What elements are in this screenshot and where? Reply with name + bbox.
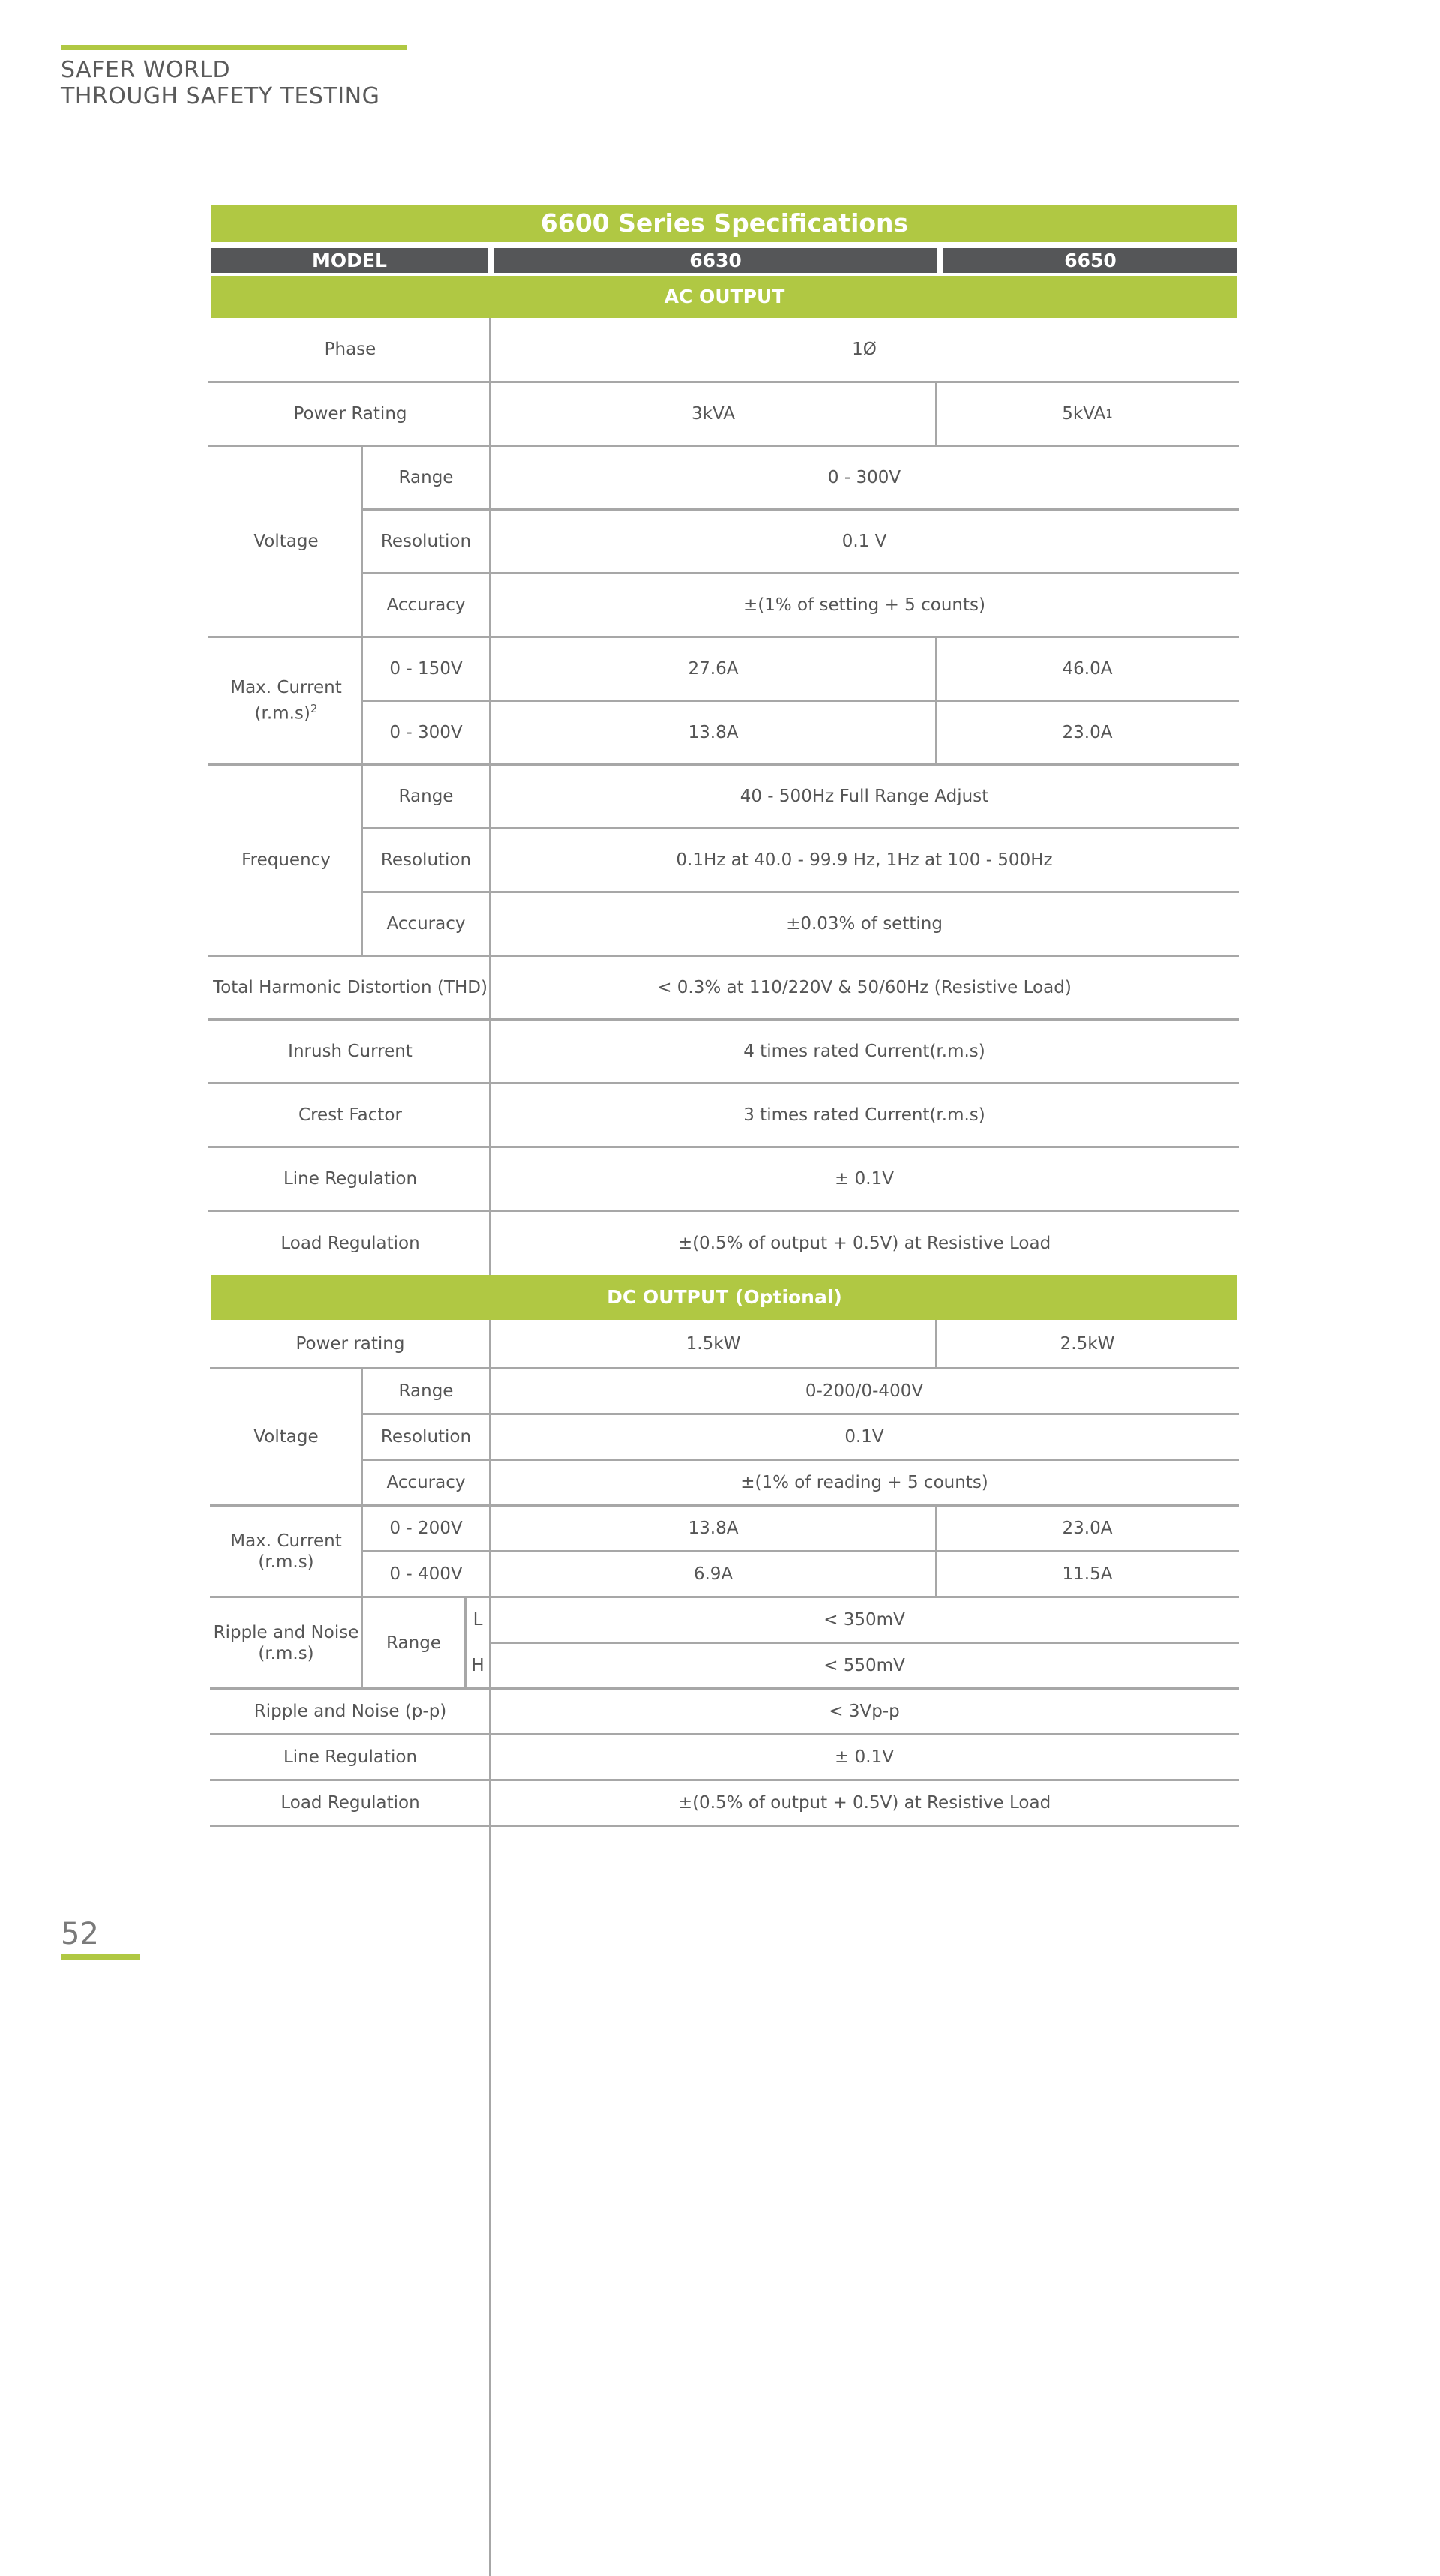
dc-voltage-resolution-value: 0.1V bbox=[844, 1427, 884, 1447]
dc-max-current-label bbox=[212, 1507, 361, 1596]
ac-current-150v-6650: 46.0A bbox=[1062, 659, 1113, 679]
header-line-1: SAFER WORLD bbox=[61, 57, 231, 83]
dc-voltage-range-label: Range bbox=[398, 1381, 454, 1401]
model-label: MODEL bbox=[212, 248, 488, 273]
ac-phase-value: 1Ø bbox=[852, 340, 877, 359]
page-number: 52 bbox=[61, 1917, 99, 1951]
ac-inrush-label: Inrush Current bbox=[288, 1042, 412, 1061]
ac-inrush-value: 4 times rated Current(r.m.s) bbox=[743, 1042, 986, 1061]
header-line-2: THROUGH SAFETY TESTING bbox=[61, 83, 380, 109]
dc-line-regulation-value: ± 0.1V bbox=[835, 1747, 894, 1767]
dc-power-rating-6650: 2.5kW bbox=[1060, 1333, 1115, 1354]
ac-load-regulation-label: Load Regulation bbox=[280, 1234, 420, 1253]
ac-phase-label: Phase bbox=[324, 340, 376, 359]
dc-voltage-resolution-label: Resolution bbox=[380, 1427, 472, 1447]
table-title: 6600 Series Specifications bbox=[212, 205, 1238, 242]
dc-current-400v-6650: 11.5A bbox=[1062, 1564, 1113, 1584]
dc-load-regulation-value: ±(0.5% of output + 0.5V) at Resistive Load bbox=[677, 1793, 1052, 1813]
ac-voltage-resolution-label: Resolution bbox=[380, 532, 472, 551]
ac-thd-label: Total Harmonic Distortion (THD) bbox=[213, 978, 488, 997]
ac-max-current-label-line1: Max. Current bbox=[230, 678, 342, 698]
ac-power-rating-6650-value: 5kVA bbox=[1062, 404, 1106, 424]
ac-power-rating-label: Power Rating bbox=[293, 404, 407, 424]
ac-frequency-accuracy-value: ±0.03% of setting bbox=[786, 914, 943, 934]
dc-ripple-l-value: < 350mV bbox=[824, 1610, 905, 1630]
ac-voltage-range-label: Range bbox=[398, 468, 454, 487]
dc-current-400v-6630: 6.9A bbox=[693, 1564, 734, 1584]
ac-max-current-label-line2 bbox=[255, 698, 318, 724]
ac-frequency-resolution-label: Resolution bbox=[380, 850, 472, 870]
dc-ripple-pp-label: Ripple and Noise (p-p) bbox=[254, 1702, 447, 1721]
dc-load-regulation-label: Load Regulation bbox=[280, 1793, 420, 1813]
dc-ripple-rms-label bbox=[212, 1598, 361, 1687]
ac-voltage-accuracy-label: Accuracy bbox=[386, 595, 466, 615]
ac-max-current-label-rms: (r.m.s) bbox=[254, 703, 310, 724]
model-header-row bbox=[212, 248, 1238, 273]
ac-voltage-label: Voltage bbox=[254, 532, 319, 551]
ac-frequency-accuracy-label: Accuracy bbox=[386, 914, 466, 934]
dc-line-regulation-label: Line Regulation bbox=[283, 1747, 418, 1767]
dc-ripple-h-label: H bbox=[471, 1656, 484, 1675]
ac-current-150v-6630: 27.6A bbox=[688, 659, 739, 679]
footnote-1-marker: 1 bbox=[1106, 407, 1113, 421]
dc-current-400v-label: 0 - 400V bbox=[389, 1564, 463, 1584]
dc-voltage-label: Voltage bbox=[254, 1427, 319, 1447]
dc-voltage-accuracy-value: ±(1% of reading + 5 counts) bbox=[740, 1473, 988, 1492]
dc-max-current-label-line1: Max. Current bbox=[230, 1531, 342, 1551]
ac-output-section: AC OUTPUT bbox=[212, 276, 1238, 318]
ac-voltage-resolution-value: 0.1 V bbox=[842, 532, 887, 551]
ac-max-current-label bbox=[212, 638, 361, 763]
dc-ripple-rms-label-line2: (r.m.s) bbox=[258, 1643, 314, 1663]
dc-current-200v-label: 0 - 200V bbox=[389, 1519, 463, 1538]
ac-power-rating-6650 bbox=[938, 383, 1238, 445]
model-6630-header: 6630 bbox=[494, 248, 938, 273]
ac-line-regulation-label: Line Regulation bbox=[283, 1169, 418, 1189]
ac-thd-value: < 0.3% at 110/220V & 50/60Hz (Resistive Load) bbox=[657, 978, 1072, 997]
dc-ripple-pp-value: < 3Vp-p bbox=[829, 1702, 900, 1721]
dc-power-rating-6630: 1.5kW bbox=[686, 1333, 741, 1354]
dc-ripple-l-label: L bbox=[472, 1610, 483, 1630]
header-accent-rule bbox=[61, 45, 406, 50]
ac-crest-factor-label: Crest Factor bbox=[298, 1105, 402, 1125]
ac-frequency-range-label: Range bbox=[398, 787, 454, 806]
ac-current-150v-label: 0 - 150V bbox=[389, 659, 463, 679]
ac-frequency-range-value: 40 - 500Hz Full Range Adjust bbox=[740, 787, 989, 806]
dc-ripple-h-value: < 550mV bbox=[824, 1656, 905, 1675]
dc-voltage-accuracy-label: Accuracy bbox=[386, 1473, 466, 1492]
dc-voltage-range-value: 0-200/0-400V bbox=[805, 1381, 924, 1401]
ac-voltage-accuracy-value: ±(1% of setting + 5 counts) bbox=[743, 595, 986, 615]
dc-output-section: DC OUTPUT (Optional) bbox=[212, 1275, 1238, 1320]
ac-current-300v-6630: 13.8A bbox=[688, 723, 739, 742]
ac-line-regulation-value: ± 0.1V bbox=[835, 1169, 894, 1189]
footnote-2-marker: 2 bbox=[310, 702, 318, 716]
page-header bbox=[61, 57, 380, 109]
ac-frequency-resolution-value: 0.1Hz at 40.0 - 99.9 Hz, 1Hz at 100 - 500Hz bbox=[676, 850, 1053, 870]
ac-current-300v-label: 0 - 300V bbox=[389, 723, 463, 742]
dc-ripple-range-label: Range bbox=[386, 1633, 441, 1653]
dc-current-200v-6650: 23.0A bbox=[1062, 1519, 1113, 1538]
dc-max-current-label-line2: (r.m.s) bbox=[258, 1552, 314, 1572]
model-6650-header: 6650 bbox=[944, 248, 1238, 273]
dc-current-200v-6630: 13.8A bbox=[688, 1519, 739, 1538]
ac-current-300v-6650: 23.0A bbox=[1062, 723, 1113, 742]
ac-load-regulation-value: ±(0.5% of output + 0.5V) at Resistive Load bbox=[677, 1234, 1052, 1253]
ac-frequency-label: Frequency bbox=[242, 850, 331, 870]
ac-voltage-range-value: 0 - 300V bbox=[827, 468, 902, 487]
dc-power-rating-label: Power rating bbox=[296, 1333, 405, 1354]
dc-ripple-rms-label-line1: Ripple and Noise bbox=[213, 1622, 359, 1642]
ac-power-rating-6630: 3kVA bbox=[692, 404, 735, 424]
ac-crest-factor-value: 3 times rated Current(r.m.s) bbox=[743, 1105, 986, 1125]
footer-accent-rule bbox=[61, 1954, 140, 1960]
